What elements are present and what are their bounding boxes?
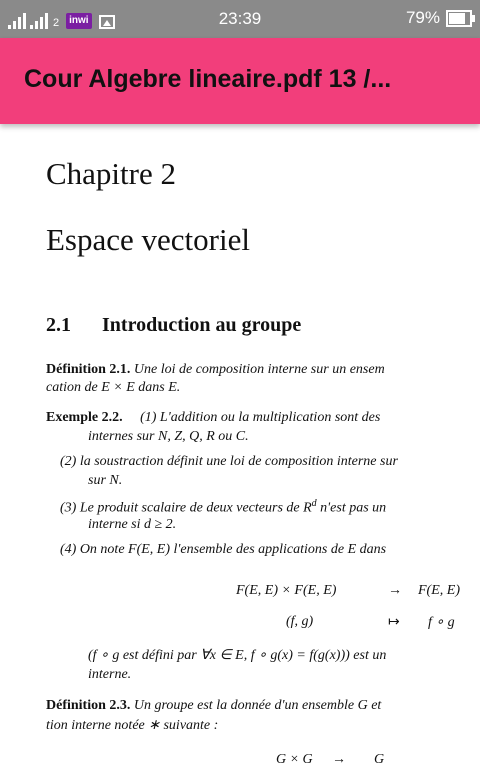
carrier-badge: inwi	[66, 13, 91, 29]
example-item-4: (4) On note F(E, E) l'ensemble des applications de E dans	[60, 542, 387, 557]
math-line-3-arrow: →	[332, 752, 346, 767]
math-line-1-arrow: →	[388, 583, 402, 598]
battery-percent: 79%	[405, 8, 440, 27]
status-bar	[0, 0, 480, 38]
section-number: 2.1	[46, 314, 71, 336]
example-2-2	[46, 410, 380, 426]
section-heading	[46, 314, 301, 337]
example-note-cont: interne.	[88, 667, 132, 682]
math-line-1-right: F(E, E)	[418, 583, 460, 598]
example-item-1: (1) L'addition ou la multiplication sont des	[140, 410, 381, 425]
definition-2-1	[46, 362, 385, 378]
example-item-2: (2) la soustraction définit une loi de composition interne sur	[60, 454, 398, 469]
math-line-1-left: F(E, E) × F(E, E)	[236, 583, 337, 598]
definition-label: Définition 2.1.	[46, 362, 131, 377]
example-item-2-cont: sur N.	[88, 473, 123, 488]
definition-label: Définition 2.3.	[46, 698, 131, 713]
definition-text-line: cation de E × E dans E.	[46, 380, 181, 395]
example-item-3-sup: d	[311, 498, 317, 509]
example-item-3-cont: interne si d ≥ 2.	[88, 517, 177, 532]
definition-2-3	[46, 698, 381, 714]
app-bar	[0, 38, 480, 124]
battery-status	[406, 8, 472, 28]
math-line-3-right: G	[374, 752, 385, 767]
chapter-heading: Chapitre 2	[46, 156, 176, 191]
example-item-3-text: (3) Le produit scalaire de deux vecteurs de R	[60, 500, 312, 516]
math-line-2-left: (f, g)	[286, 614, 314, 629]
definition-text: Une loi de composition interne sur un ensem	[133, 362, 385, 377]
section-title: Introduction au groupe	[102, 314, 302, 336]
example-label: Exemple 2.2.	[46, 410, 123, 425]
example-note: (f ∘ g est défini par ∀x ∈ E, f ∘ g(x) = f(g(x))) est un	[88, 648, 387, 663]
math-line-3-left: G × G	[276, 752, 313, 767]
document-title[interactable]: Cour Algebre lineaire.pdf 13 /...	[24, 65, 392, 93]
example-item-3	[60, 498, 386, 517]
definition-text: Un groupe est la donnée d'un ensemble G et	[133, 698, 382, 713]
definition-text-line: tion interne notée ∗ suivante :	[46, 718, 219, 733]
status-time: 23:39	[218, 9, 262, 28]
battery-icon	[446, 10, 472, 27]
pdf-page[interactable]	[0, 124, 480, 778]
example-item-3-end: n'est pas un	[316, 500, 387, 516]
math-line-2-right: f ∘ g	[428, 615, 455, 630]
math-line-2-arrow: ↦	[388, 615, 400, 630]
chapter-title: Espace vectoriel	[46, 222, 250, 257]
example-item-1-cont: internes sur N, Z, Q, R ou C.	[88, 429, 249, 444]
sim-label: 2	[53, 17, 60, 29]
